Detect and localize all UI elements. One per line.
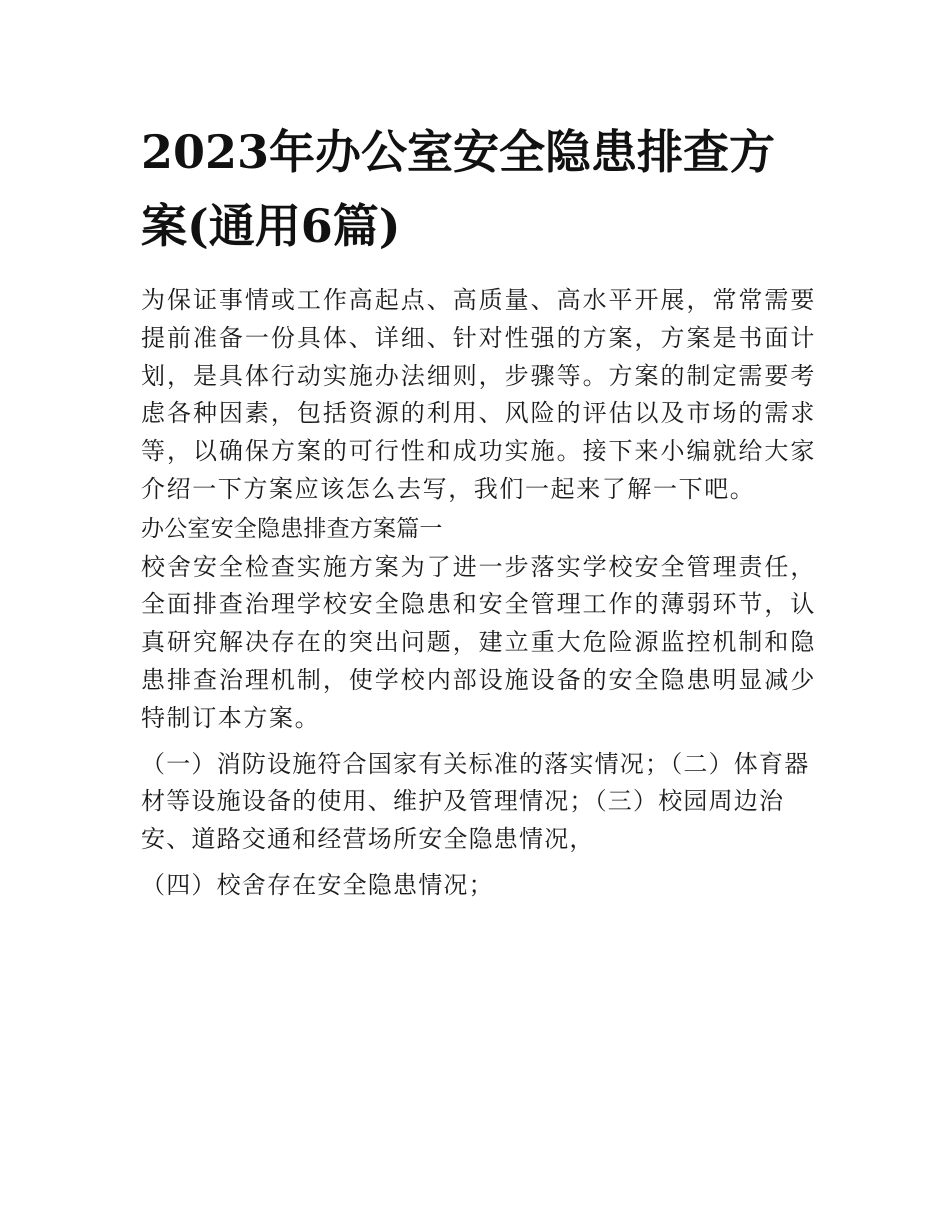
inspection-items-paragraph: （一）消防设施符合国家有关标准的落实情况；（二）体育器材等设施设备的使用、维护及管理情况；（三）校园周边治安、道路交通和经营场所安全隐患情况，: [141, 749, 810, 854]
section-body-paragraph: 校舍安全检查实施方案为了进一步落实学校安全管理责任，全面排查治理学校安全隐患和安全管理工作的薄弱环节，认真研究解决存在的突出问题，建立重大危险源监控机制和隐患排查治理机制，使学校内部设施设备的安全隐患明显减少特制订本方案。: [141, 552, 816, 732]
inspection-item-four: （四）校舍存在安全隐患情况；: [141, 870, 494, 899]
intro-paragraph: 为保证事情或工作高起点、高质量、高水平开展，常常需要提前准备一份具体、详细、针对性强的方案，方案是书面计划，是具体行动实施办法细则，步骤等。方案的制定需要考虑各种因素，包括资源的利用、风险的评估以及市场的需求等，以确保方案的可行性和成功实施。接下来小编就给大家介绍一下方案应该怎么去写，我们一起来了解一下吧。: [141, 286, 816, 503]
document-title: 2023年办公室安全隐患排查方案(通用6篇): [141, 125, 776, 253]
document-body: [141, 282, 816, 905]
section-heading: 办公室安全隐患排查方案篇一: [141, 515, 443, 542]
